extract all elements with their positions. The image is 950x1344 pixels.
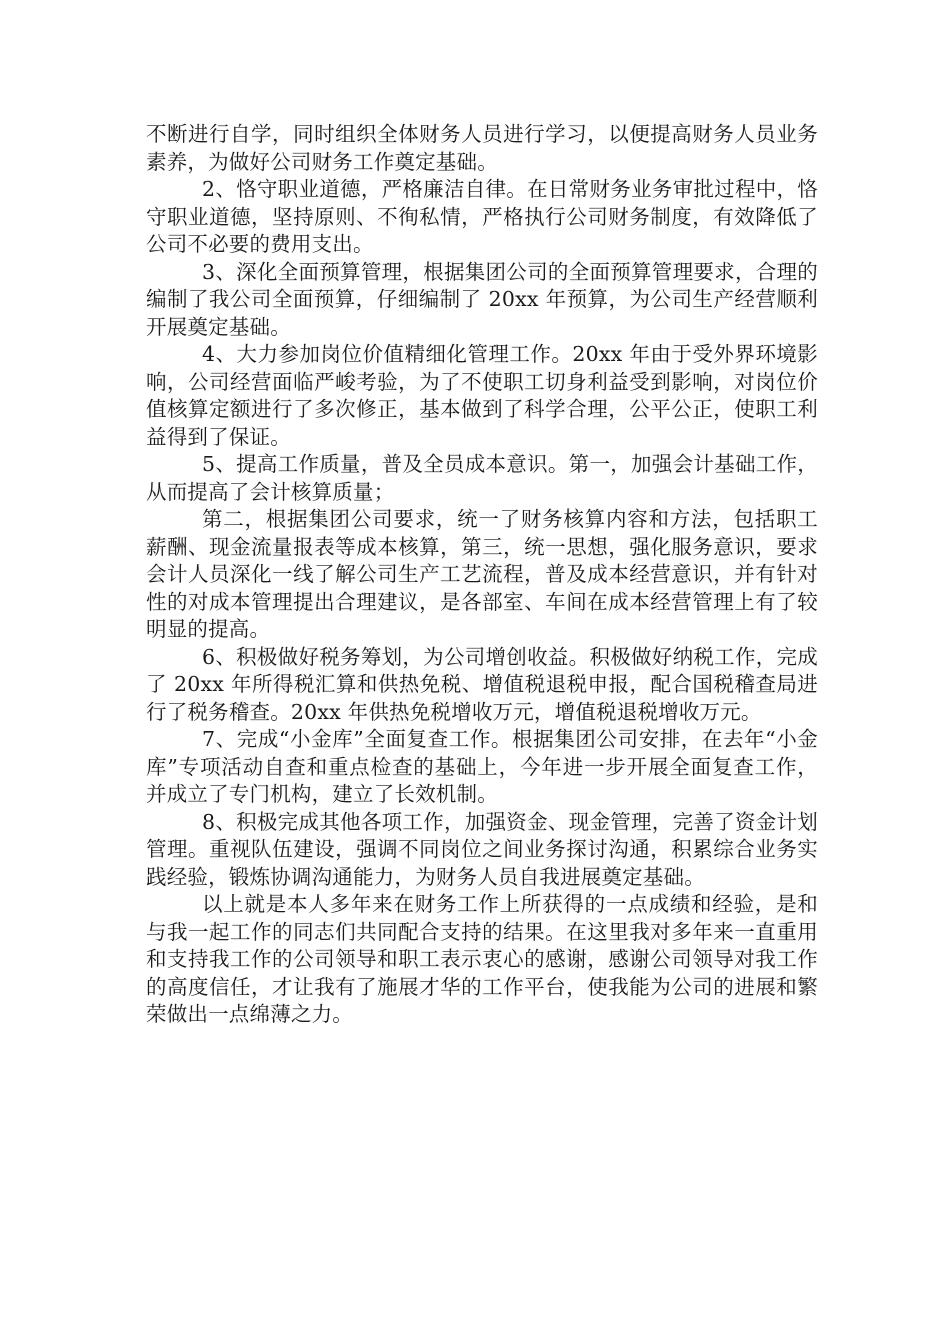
document-body bbox=[146, 121, 818, 1029]
paragraph-3: 3、深化全面预算管理，根据集团公司的全面预算管理要求，合理的编制了我公司全面预算，仔细编制了 20xx 年预算，为公司生产经营顺利开展奠定基础。 bbox=[146, 259, 818, 339]
paragraph-6: 第二，根据集团公司要求，统一了财务核算内容和方法，包括职工薪酬、现金流量报表等成本核算，第三，统一思想，强化服务意识，要求会计人员深化一线了解公司生产工艺流程，普及成本经营意识，并有针对性的对成本管理提出合理建议，是各部室、车间在成本经营管理上有了较明显的提高。 bbox=[146, 507, 818, 641]
paragraph-4: 4、大力参加岗位价值精细化管理工作。20xx 年由于受外界环境影响，公司经营面临严峻考验，为了不使职工切身利益受到影响，对岗位价值核算定额进行了多次修正，基本做到了科学合理，公平公正，使职工利益得到了保证。 bbox=[146, 342, 818, 449]
paragraph-2: 2、恪守职业道德，严格廉洁自律。在日常财务业务审批过程中，恪守职业道德，坚持原则、不徇私情，严格执行公司财务制度，有效降低了公司不必要的费用支出。 bbox=[146, 177, 818, 256]
paragraph-9: 8、积极完成其他各项工作，加强资金、现金管理，完善了资金计划管理。重视队伍建设，强调不同岗位之间业务探讨沟通，积累综合业务实践经验，锻炼协调沟通能力，为财务人员自我进展奠定基础。 bbox=[146, 809, 818, 889]
paragraph-8: 7、完成“小金库”全面复查工作。根据集团公司安排，在去年“小金库”专项活动自查和重点检查的基础上，今年进一步开展全面复查工作，并成立了专门机构，建立了长效机制。 bbox=[146, 727, 818, 806]
paragraph-7: 6、积极做好税务筹划，为公司增创收益。积极做好纳税工作，完成了 20xx 年所得税汇算和供热免税、增值税退税申报，配合国税稽查局进行了税务稽查。20xx 年供热免税增收万元，增值税退税增收万元。 bbox=[146, 644, 818, 724]
paragraph-5: 5、提高工作质量，普及全员成本意识。第一，加强会计基础工作，从而提高了会计核算质量； bbox=[146, 452, 818, 504]
paragraph-1: 不断进行自学，同时组织全体财务人员进行学习，以便提高财务人员业务素养，为做好公司财务工作奠定基础。 bbox=[146, 122, 818, 174]
paragraph-10: 以上就是本人多年来在财务工作上所获得的一点成绩和经验，是和与我一起工作的同志们共同配合支持的结果。在这里我对多年来一直重用和支持我工作的公司领导和职工表示衷心的感谢，感谢公司领导对我工作的高度信任，才让我有了施展才华的工作平台，使我能为公司的进展和繁荣做出一点绵薄之力。 bbox=[146, 892, 818, 1026]
